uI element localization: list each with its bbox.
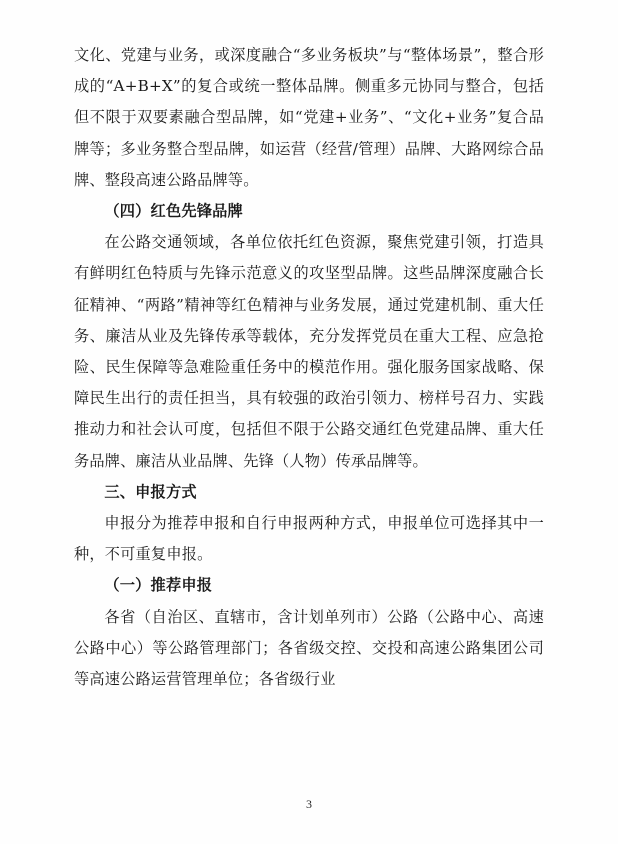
document-body <box>74 40 544 695</box>
paragraph-continued: 文化、党建与业务，或深度融合“多业务板块”与“整体场景”，整合形成的“A+B+X”的复合或统一整体品牌。侧重多元协同与整合，包括但不限于双要素融合型品牌，如“党建+业务”、“文化+业务”复合品牌等；多业务整合型品牌，如运营（经营/管理）品牌、大路网综合品牌、整段高速公路品牌等。 <box>74 46 544 189</box>
paragraph-recommended-application: 各省（自治区、直辖市，含计划单列市）公路（公路中心、高速公路中心）等公路管理部门；各省级交控、交投和高速公路集团公司等高速公路运营管理单位；各省级行业 <box>74 607 544 689</box>
page-number: 3 <box>306 797 312 811</box>
paragraph-application-method: 申报分为推荐申报和自行申报两种方式，申报单位可选择其中一种，不可重复申报。 <box>74 514 544 564</box>
heading-application-method: 三、申报方式 <box>104 482 197 501</box>
heading-recommended-application: （一）推荐申报 <box>104 576 213 595</box>
heading-red-vanguard-brand: （四）红色先锋品牌 <box>104 202 243 221</box>
paragraph-red-vanguard: 在公路交通领域，各单位依托红色资源，聚焦党建引领，打造具有鲜明红色特质与先锋示范意义的攻坚型品牌。这些品牌深度融合长征精神、“两路”精神等红色精神与业务发展，通过党建机制、重大任务、廉洁从业及先锋传承等载体，充分发挥党员在重大工程、应急抢险、民生保障等急难险重任务中的模范作用。强化服务国家战略、保障民生出行的责任担当，具有较强的政治引领力、榜样号召力、实践推动力和社会认可度，包括但不限于公路交通红色党建品牌、重大任务品牌、廉洁从业品牌、先锋（人物）传承品牌等。 <box>74 233 544 470</box>
